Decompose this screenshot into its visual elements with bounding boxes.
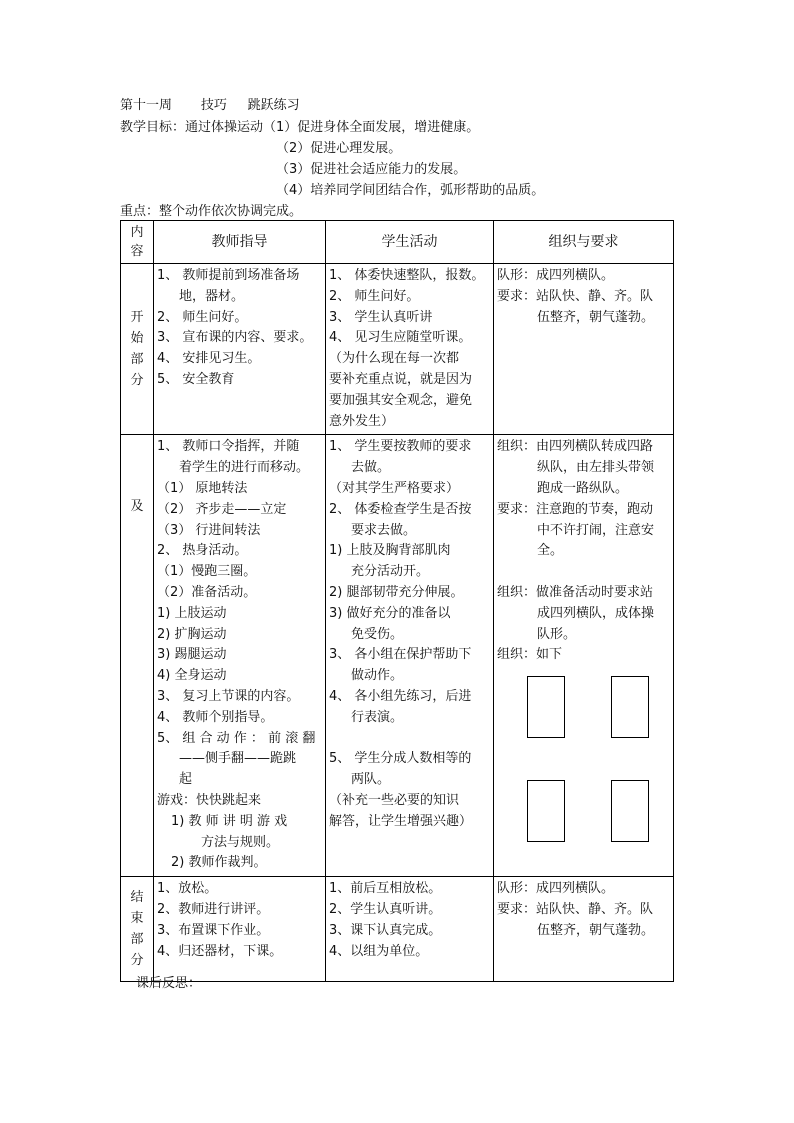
formation-rect-1 xyxy=(527,676,565,738)
text-line: 全。 xyxy=(537,543,564,559)
text-line: 2、 体委检查学生是否按 xyxy=(329,501,472,517)
text-line: 方法与规则。 xyxy=(201,834,280,850)
text-line: （3） 行进间转法 xyxy=(157,522,261,538)
text-line: 1) 教 师 讲 明 游 戏 xyxy=(171,813,288,829)
text-line: 要补充重点说，就是因为 xyxy=(329,371,473,387)
text-line: 免受伤。 xyxy=(351,626,404,642)
teacher-cell xyxy=(154,264,326,435)
text-line: 2、 师生问好。 xyxy=(157,309,248,325)
text-line: 3) 踢腿运动 xyxy=(157,647,227,663)
text-line: 伍整齐，朝气蓬勃。 xyxy=(537,922,655,938)
text-line: 3、 宣布课的内容、要求。 xyxy=(157,330,313,346)
text-line: 起 xyxy=(179,772,193,788)
text-line: 着学生的进行而移动。 xyxy=(179,460,310,476)
text-line: 要求：注意跑的节奏，跑动 xyxy=(497,501,654,517)
teacher-cell xyxy=(154,435,326,877)
text-line: 3、布置课下作业。 xyxy=(157,922,270,938)
text-line: 组织：由四列横队转成四路 xyxy=(497,439,654,455)
text-line: 2) 腿部韧带充分伸展。 xyxy=(329,584,464,600)
text-line: ——侧手翻——跪跳 xyxy=(179,751,297,767)
student-cell xyxy=(326,877,494,982)
section-row-start xyxy=(121,264,674,435)
student-cell xyxy=(326,435,494,877)
section-row-middle xyxy=(121,435,674,877)
text-line: 1、 教师提前到场准备场 xyxy=(157,268,300,283)
col-header-content: 内 容 xyxy=(121,221,154,264)
col-header-teacher: 教师指导 xyxy=(154,221,326,264)
text-line: 4、 见习生应随堂听课。 xyxy=(329,330,472,346)
text-line: 5、 安全教育 xyxy=(157,371,235,387)
objective-line-1: 教学目标：通过体操运动（1）促进身体全面发展，增进健康。 xyxy=(120,120,480,135)
section-label-start: 开 始 部 分 xyxy=(121,264,154,435)
text-line: 2) 教师作裁判。 xyxy=(171,855,267,871)
key-point: 重点：整个动作依次协调完成。 xyxy=(120,204,303,219)
student-cell xyxy=(326,264,494,435)
formation-rect-2 xyxy=(611,676,649,738)
text-line: 4、 安排见习生。 xyxy=(157,351,261,367)
formation-rect-4 xyxy=(611,780,649,842)
text-line: 解答，让学生增强兴趣） xyxy=(329,813,473,829)
table-header-row xyxy=(121,221,674,264)
text-line: 1、 学生要按教师的要求 xyxy=(329,439,472,455)
text-line: 1) 上肢及胸背部肌肉 xyxy=(329,543,451,559)
text-line: 2、 师生问好。 xyxy=(329,288,420,304)
objective-line-2: （2）促进心理发展。 xyxy=(276,141,402,156)
text-line: 中不许打闹，注意安 xyxy=(537,522,655,538)
section-label-end: 结 束 部 分 xyxy=(121,877,154,982)
text-line: 1、前后互相放松。 xyxy=(329,881,442,897)
text-line: 2) 扩胸运动 xyxy=(157,626,227,642)
text-line: 地，器材。 xyxy=(179,288,245,304)
text-line: 4、 各小组先练习，后进 xyxy=(329,688,472,704)
text-line: 去做。 xyxy=(351,460,391,476)
text-line: 2、 热身活动。 xyxy=(157,543,248,559)
page-title: 第十一周 技巧 跳跃练习 xyxy=(120,98,300,113)
text-line: 要求：站队快、静、齐。队 xyxy=(497,901,654,917)
text-line: 1、 体委快速整队，报数。 xyxy=(329,268,485,283)
text-line: 跑成一路纵队。 xyxy=(537,480,629,496)
text-line: 5、 学生分成人数相等的 xyxy=(329,751,472,767)
text-line: 队形：成四列横队。 xyxy=(497,268,615,283)
text-line: 3、课下认真完成。 xyxy=(329,922,442,938)
text-line: 意外发生） xyxy=(329,413,395,429)
text-line: 2、教师进行讲评。 xyxy=(157,901,270,917)
col-header-student: 学生活动 xyxy=(326,221,494,264)
text-line: 要求：站队快、静、齐。队 xyxy=(497,288,654,304)
text-line: 2、学生认真听讲。 xyxy=(329,901,442,917)
text-line: （补充一些必要的知识 xyxy=(329,792,460,808)
text-line: 队形。 xyxy=(537,626,577,642)
text-line: 伍整齐，朝气蓬勃。 xyxy=(537,309,655,325)
text-line: 3、 学生认真听讲 xyxy=(329,309,433,325)
text-line: （为什么现在每一次都 xyxy=(329,351,460,367)
text-line: 充分活动开。 xyxy=(351,564,430,580)
text-line: 行表演。 xyxy=(351,709,404,725)
objective-line-3: （3）促进社会适应能力的发展。 xyxy=(276,162,467,177)
section-row-end xyxy=(121,877,674,982)
text-line: （1）慢跑三圈。 xyxy=(157,564,257,580)
text-line: （2） 齐步走——立定 xyxy=(157,501,287,517)
section-label-middle: 及 xyxy=(121,435,154,877)
text-line: （1） 原地转法 xyxy=(157,480,248,496)
text-line: 要加强其安全观念，避免 xyxy=(329,392,473,408)
text-line: 3、 复习上节课的内容。 xyxy=(157,688,300,704)
text-line: 组织：如下 xyxy=(497,647,563,663)
text-line: 两队。 xyxy=(351,772,391,788)
text-line: 做动作。 xyxy=(351,668,404,684)
text-line: 4) 全身运动 xyxy=(157,668,227,684)
text-line: 1、 教师口令指挥，并随 xyxy=(157,439,300,455)
text-line: 游戏：快快跳起来 xyxy=(157,792,262,808)
reflection-label: 课后反思： xyxy=(136,976,202,991)
spacer xyxy=(497,562,670,583)
col-header-organization: 组织与要求 xyxy=(494,221,674,264)
teacher-cell xyxy=(154,877,326,982)
text-line: 1、放松。 xyxy=(157,881,218,897)
text-line: （对其学生严格要求） xyxy=(329,480,460,496)
text-line: 4、 教师个别指导。 xyxy=(157,709,274,725)
organization-cell xyxy=(494,264,674,435)
text-line: 队形：成四列横队。 xyxy=(497,881,615,897)
text-line: 成四列横队，成体操 xyxy=(537,605,655,621)
text-line: 纵队，由左排头带领 xyxy=(537,460,655,476)
lesson-plan-table xyxy=(120,220,674,982)
text-line: （2）准备活动。 xyxy=(157,584,257,600)
text-line: 3、 各小组在保护帮助下 xyxy=(329,647,472,663)
objective-line-4: （4）培养同学间团结合作，弧形帮助的品质。 xyxy=(276,183,545,198)
text-line: 5、 组 合 动 作 ： 前 滚 翻 xyxy=(157,730,316,746)
text-line: 要求去做。 xyxy=(351,522,417,538)
text-line: 组织：做准备活动时要求站 xyxy=(497,584,654,600)
text-line: 1) 上肢运动 xyxy=(157,605,227,621)
text-line: 4、归还器材，下课。 xyxy=(157,943,283,959)
formation-rect-3 xyxy=(527,780,565,842)
text-line: 3) 做好充分的准备以 xyxy=(329,605,451,621)
spacer xyxy=(329,729,490,750)
text-line: 4、以组为单位。 xyxy=(329,943,429,959)
organization-cell xyxy=(494,877,674,982)
